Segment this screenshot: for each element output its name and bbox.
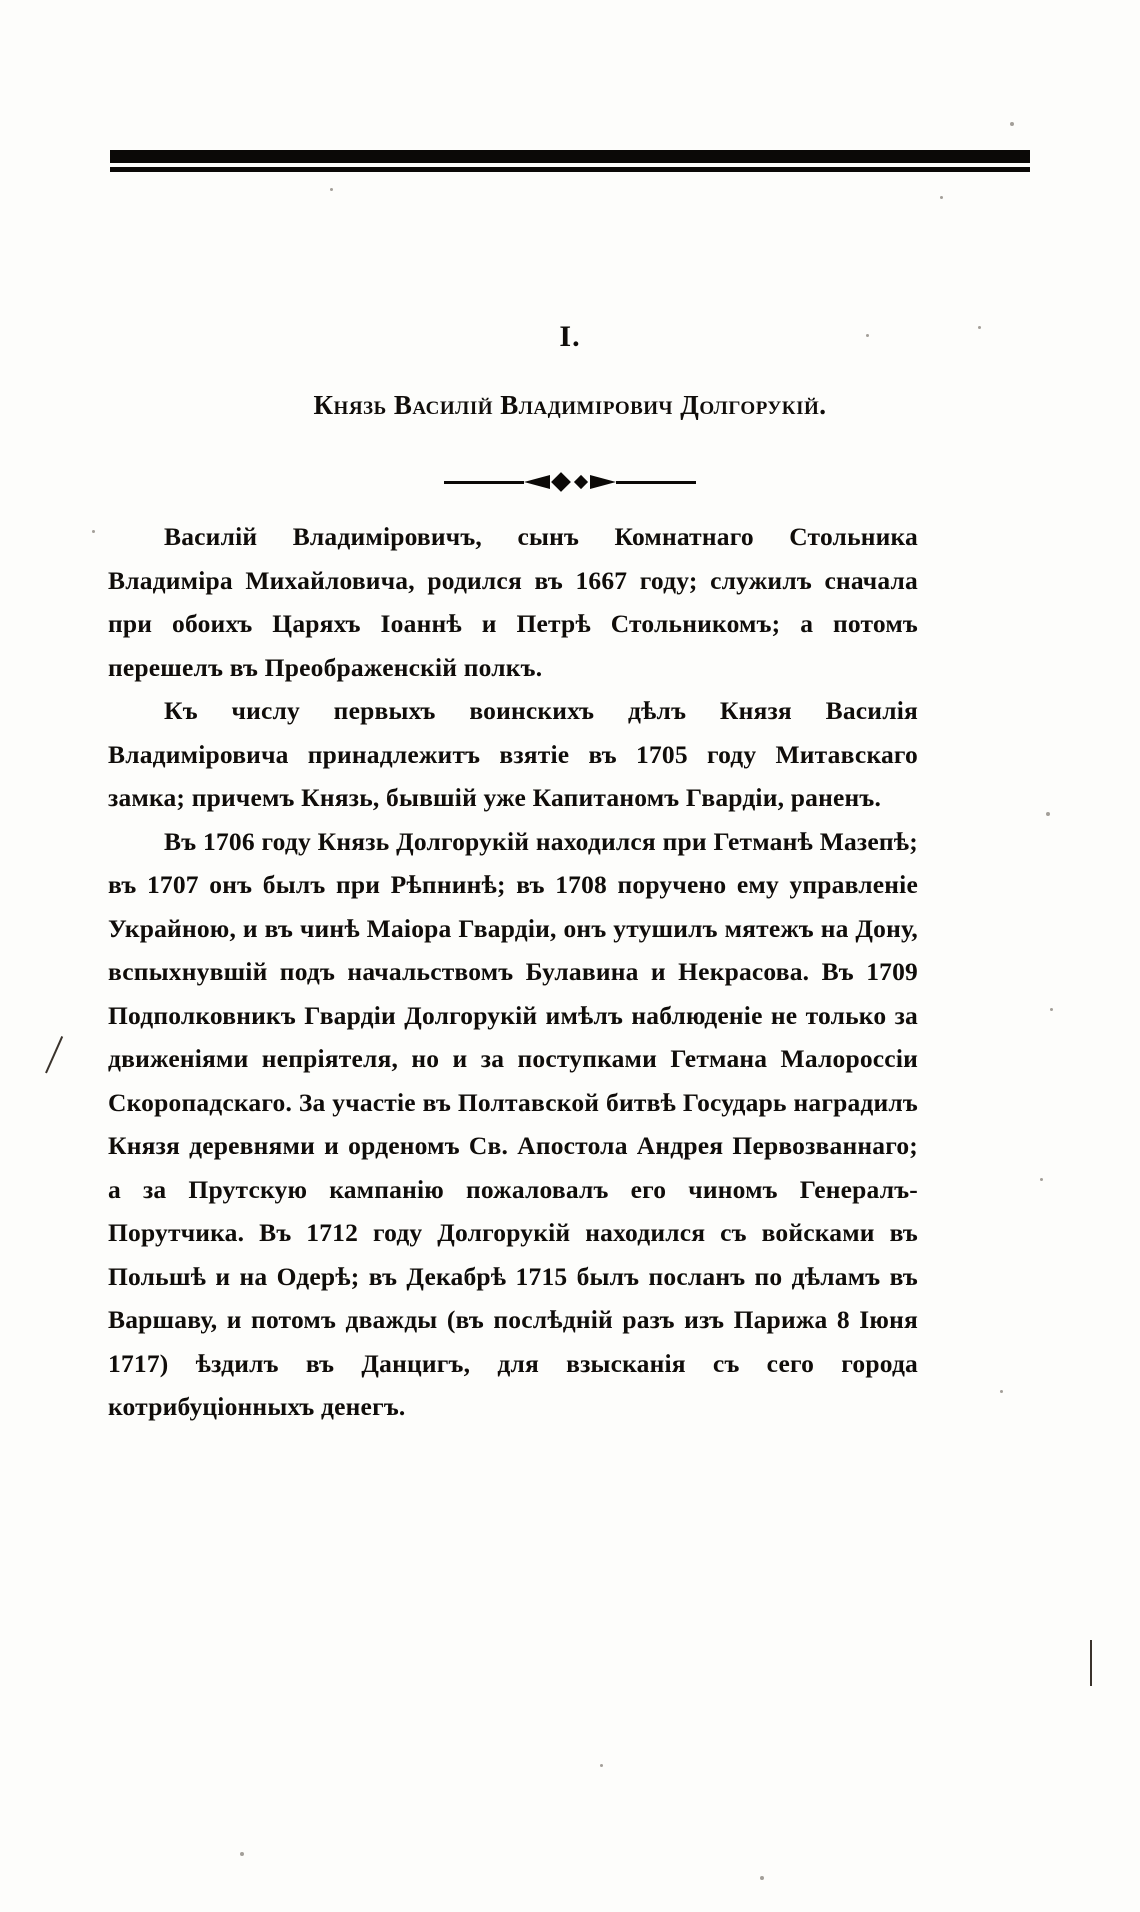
paper-speck xyxy=(1040,1178,1043,1181)
paper-speck xyxy=(600,1764,603,1767)
paper-speck xyxy=(978,326,981,329)
ornament-divider xyxy=(0,470,1140,494)
ornament-diamond-small xyxy=(574,475,588,489)
ornament-tip-right xyxy=(590,475,616,489)
ornament-bar-left xyxy=(444,481,524,484)
paper-speck xyxy=(866,334,869,337)
paragraph: Въ 1706 году Князь Долгорукій находился при Гетманѣ Мазепѣ; въ 1707 онъ былъ при Рѣпнинѣ; въ 1708 поручено ему управленіе Украйною, и въ чинѣ Маіора Гвардіи, онъ утушилъ мятежъ на Дону, вспыхнувшій подъ начальствомъ Булавина и Некрасова. Въ 1709 Подполковникъ Гвардіи Долгорукій имѣлъ наблюденіе не только за движеніями непріятеля, но и за поступками Гетмана Малороссіи Скоропадскаго. За участіе въ Полтавской битвѣ Государь наградилъ Князя деревнями и орденомъ Св. Апостола Андрея Первозваннаго; а за Прутскую кампанію пожаловалъ его чиномъ Генералъ-Порутчика. Въ 1712 году Долгорукій находился съ войсками въ Польшѣ и на Одерѣ; въ Декабрѣ 1715 былъ посланъ по дѣламъ въ Варшаву, и потомъ дважды (въ послѣдній разъ изъ Парижа 8 Іюня 1717) ѣздилъ въ Данцигъ, для взысканія съ сего города котрибуціонныхъ денегъ. xyxy=(108,826,918,1421)
ornament-bar-right xyxy=(616,481,696,484)
paper-speck xyxy=(760,1876,764,1880)
paper-speck xyxy=(330,188,333,191)
paper-speck xyxy=(940,196,943,199)
ornament-diamond-center xyxy=(551,472,571,492)
page-title: Князь Василій Владимірович Долгорукій. xyxy=(313,390,827,420)
pen-mark-left xyxy=(45,1036,87,1084)
chapter-number: I. xyxy=(559,320,581,353)
paragraph: Василій Владиміровичъ, сынъ Комнатнаго Стольника Владиміра Михайловича, родился въ 1667 году; служилъ сначала при обоихъ Царяхъ Іоаннѣ и Петрѣ Стольникомъ; а потомъ перешелъ въ Преображенскій полкъ. xyxy=(108,522,918,682)
body-text xyxy=(108,515,918,1429)
pen-mark-right xyxy=(1090,1640,1092,1686)
paper-speck xyxy=(1000,1390,1003,1393)
paragraph: Къ числу первыхъ воинскихъ дѣлъ Князя Василія Владиміровича принадлежитъ взятіе въ 1705 году Митавскаго замка; причемъ Князь, бывшій уже Капитаномъ Гвардіи, раненъ. xyxy=(108,696,918,812)
paper-speck xyxy=(1046,812,1050,816)
ornament-tip-left xyxy=(524,475,550,489)
top-rule-divider xyxy=(110,150,1030,163)
paper-speck xyxy=(1050,1008,1053,1011)
paper-speck xyxy=(240,1852,244,1856)
paper-speck xyxy=(1010,122,1014,126)
paper-speck xyxy=(92,530,95,533)
